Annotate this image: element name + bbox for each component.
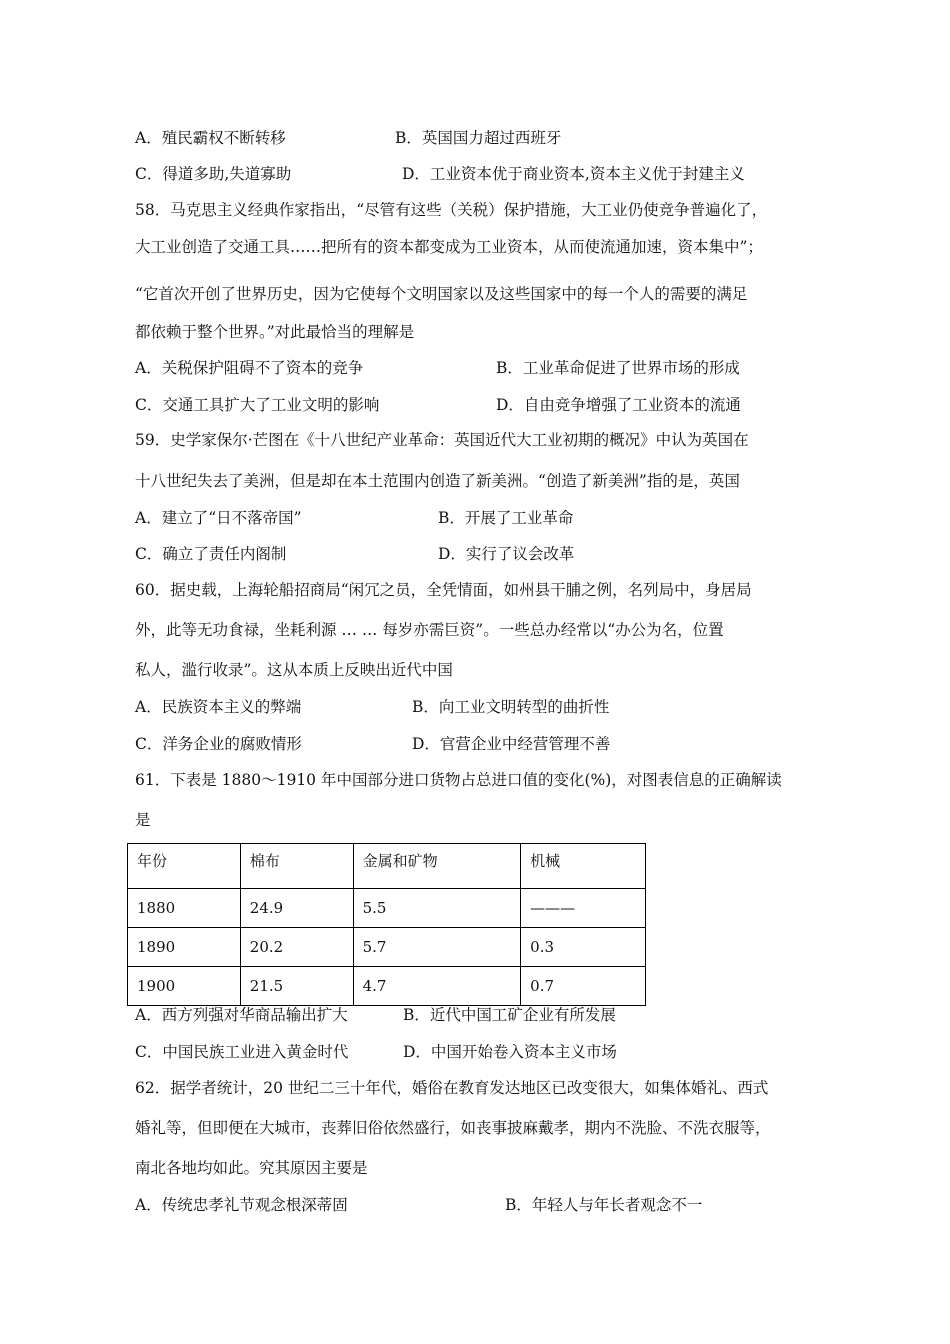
table-header-cell: 金属和矿物 [353, 844, 521, 889]
q58-stem-line-2: 大工业创造了交通工具……把所有的资本都变成为工业资本，从而使流通加速，资本集中”； [135, 238, 763, 256]
q57-option-a: A．殖民霸权不断转移 [135, 129, 286, 147]
table-header-cell: 机械 [521, 844, 646, 889]
q60-stem-line-1: 60．据史载，上海轮船招商局“闲冗之员，全凭情面，如州县干脯之例，名列局中，身居局 [135, 581, 752, 599]
table-cell: 5.7 [353, 928, 521, 967]
q60-option-b: B．向工业文明转型的曲折性 [412, 698, 610, 716]
q62-option-b: B．年轻人与年长者观念不一 [505, 1196, 703, 1214]
table-header-cell: 棉布 [240, 844, 353, 889]
q61-option-d: D．中国开始卷入资本主义市场 [403, 1043, 617, 1061]
q59-option-d: D．实行了议会改革 [438, 545, 575, 563]
q61-stem-line-1: 61．下表是 1880～1910 年中国部分进口货物占总进口值的变化(%)，对图表信息的正确解读 [135, 771, 782, 789]
table-cell: 5.5 [353, 889, 521, 928]
q58-option-d: D．自由竞争增强了工业资本的流通 [496, 396, 741, 414]
q58-stem-line-1: 58．马克思主义经典作家指出，“尽管有这些（关税）保护措施，大工业仍使竞争普遍化了， [135, 201, 768, 219]
table-cell: 4.7 [353, 967, 521, 1006]
q60-stem-line-3: 私人，滥行收录”。这从本质上反映出近代中国 [135, 661, 453, 679]
table-row [128, 928, 646, 967]
q57-option-c: C．得道多助,失道寡助 [135, 165, 292, 183]
q58-option-b: B．工业革命促进了世界市场的形成 [496, 359, 740, 377]
q61-option-a: A．西方列强对华商品输出扩大 [135, 1006, 348, 1024]
q62-stem-line-1: 62．据学者统计，20 世纪二三十年代，婚俗在教育发达地区已改变很大，如集体婚礼、西式 [135, 1079, 769, 1097]
q62-stem-line-2: 婚礼等，但即便在大城市，丧葬旧俗依然盛行，如丧事披麻戴孝，期内不洗脸、不洗衣服等， [135, 1119, 771, 1137]
q59-option-c: C．确立了责任内阁制 [135, 545, 287, 563]
table-header-cell: 年份 [128, 844, 241, 889]
q62-stem-line-3: 南北各地均如此。究其原因主要是 [135, 1159, 368, 1177]
table-header-row [128, 844, 646, 889]
q59-option-b: B．开展了工业革命 [438, 509, 574, 527]
table-cell: 21.5 [240, 967, 353, 1006]
import-share-table [127, 843, 646, 1006]
q62-option-a: A．传统忠孝礼节观念根深蒂固 [135, 1196, 348, 1214]
q58-option-c: C．交通工具扩大了工业文明的影响 [135, 396, 380, 414]
q58-stem-line-3: “它首次开创了世界历史，因为它使每个文明国家以及这些国家中的每一个人的需要的满足 [135, 285, 748, 303]
q59-option-a: A．建立了“日不落帝国” [135, 509, 302, 527]
table-cell: 1890 [128, 928, 241, 967]
q61-stem-line-2: 是 [135, 811, 151, 829]
table-cell: 0.7 [521, 967, 646, 1006]
q57-option-b: B．英国国力超过西班牙 [395, 129, 562, 147]
table-cell: 20.2 [240, 928, 353, 967]
table-cell: 1880 [128, 889, 241, 928]
q61-option-b: B．近代中国工矿企业有所发展 [403, 1006, 616, 1024]
q57-option-d: D．工业资本优于商业资本,资本主义优于封建主义 [402, 165, 745, 183]
table-row [128, 889, 646, 928]
table-cell: 24.9 [240, 889, 353, 928]
q60-option-a: A．民族资本主义的弊端 [135, 698, 302, 716]
q60-stem-line-2: 外，此等无功食禄，坐耗利源 … … 每岁亦需巨资”。一些总办经常以“办公为名，位置 [135, 621, 724, 639]
q60-option-c: C．洋务企业的腐败情形 [135, 735, 302, 753]
q58-stem-line-4: 都依赖于整个世界。”对此最恰当的理解是 [135, 323, 415, 341]
table-cell: 1900 [128, 967, 241, 1006]
q59-stem-line-2: 十八世纪失去了美洲，但是却在本土范围内创造了新美洲。“创造了新美洲”指的是，英国 [135, 472, 740, 490]
table-cell: ——— [521, 889, 646, 928]
q61-option-c: C．中国民族工业进入黄金时代 [135, 1043, 349, 1061]
q60-option-d: D．官营企业中经营管理不善 [412, 735, 611, 753]
q58-option-a: A．关税保护阻碍不了资本的竞争 [135, 359, 364, 377]
table-row [128, 967, 646, 1006]
table-cell: 0.3 [521, 928, 646, 967]
q59-stem-line-1: 59．史学家保尔·芒图在《十八世纪产业革命：英国近代大工业初期的概况》中认为英国在 [135, 431, 749, 449]
